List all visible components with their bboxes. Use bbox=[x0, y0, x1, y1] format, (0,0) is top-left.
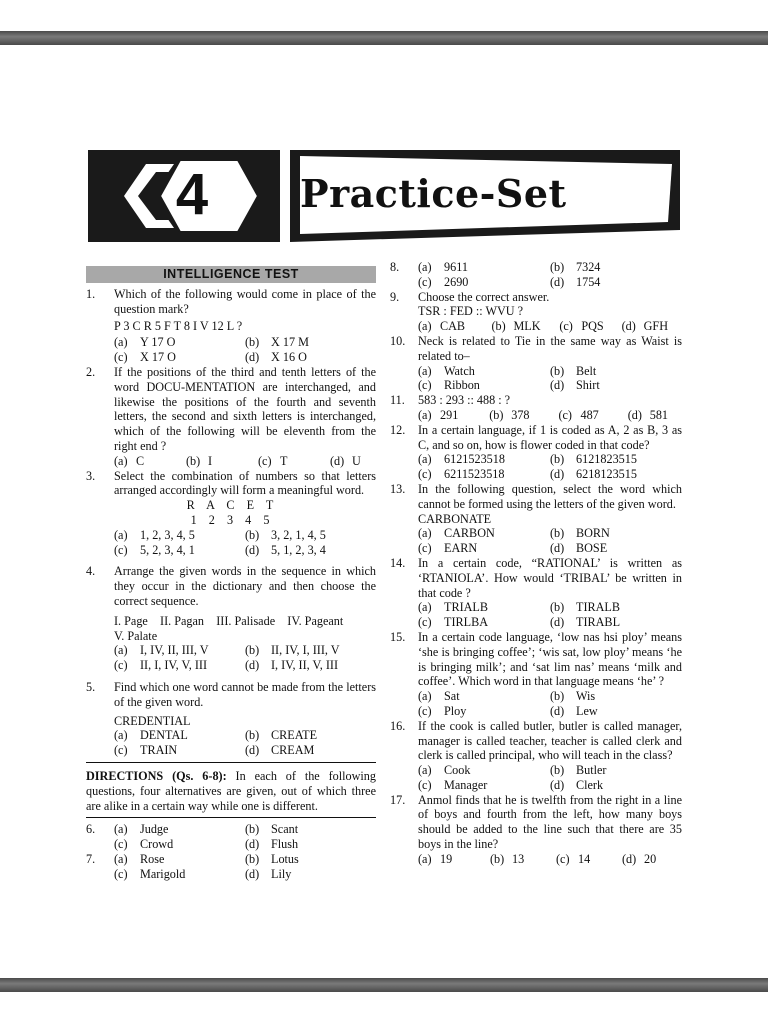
directions-label: DIRECTIONS (Qs. 6-8): bbox=[86, 768, 227, 783]
question-12 bbox=[390, 423, 682, 453]
option-row: (c) TRAIN (d) CREAM bbox=[114, 743, 315, 758]
option-row: (c) 5, 2, 3, 4, 1 (d) 5, 1, 2, 3, 4 bbox=[114, 542, 326, 557]
option-a: DENTAL bbox=[140, 728, 188, 743]
question-text: Which of the following would come in place of the question mark? bbox=[114, 287, 376, 316]
question-number: 13. bbox=[390, 481, 406, 496]
question-number: 10. bbox=[390, 333, 406, 348]
option-row: (c) II, I, IV, V, III (d) I, IV, II, V, III bbox=[114, 658, 339, 673]
right-column bbox=[390, 260, 682, 867]
word-list-continued: V. Palate bbox=[114, 628, 158, 643]
option-a: Rose bbox=[140, 851, 165, 866]
option-row: (c) 2690 (d) 1754 bbox=[418, 274, 601, 289]
question-3 bbox=[86, 469, 376, 499]
question-text: In the following question, select the word which cannot be formed using the letters of the given word. bbox=[418, 481, 682, 511]
option-row: (a) 1, 2, 3, 4, 5 (b) 3, 2, 1, 4, 5 bbox=[114, 527, 326, 542]
option-c: 6211523518 bbox=[444, 467, 505, 482]
question-number: 11. bbox=[390, 393, 405, 408]
option-a: 1, 2, 3, 4, 5 bbox=[140, 527, 195, 542]
option-row: (a) Cook (b) Butler bbox=[418, 763, 607, 778]
question-number: 1. bbox=[86, 287, 96, 301]
question-6: 6. (a) Judge (b) Scant bbox=[86, 822, 299, 837]
section-heading: INTELLIGENCE TEST bbox=[86, 266, 376, 283]
question-text: Choose the correct answer. bbox=[418, 289, 550, 304]
question-text: In a certain code, “RATIONAL’ is written as ‘RTANIOLA’. How would ‘TRIBAL’ be written in that code ? bbox=[418, 555, 682, 600]
option-d: TIRABL bbox=[576, 615, 621, 630]
option-b: TIRALB bbox=[576, 600, 621, 615]
option-c: Manager bbox=[444, 777, 488, 792]
option-row: (a) 6121523518 (b) 6121823515 bbox=[418, 452, 637, 467]
option-b: Scant bbox=[271, 822, 299, 837]
question-text: Find which one word cannot be made from the letters of the given word. bbox=[114, 679, 376, 709]
divider bbox=[86, 817, 376, 818]
option-b: 7324 bbox=[576, 260, 601, 274]
word-list: I. Page II. Pagan III. Palisade IV. Pageant bbox=[114, 613, 344, 628]
option-c: 2690 bbox=[444, 274, 469, 289]
option-c: TIRLBA bbox=[444, 615, 489, 630]
question-number: 8. bbox=[390, 260, 400, 274]
option-b: Lotus bbox=[271, 851, 299, 866]
option-d: 1754 bbox=[576, 274, 601, 289]
option-c: Marigold bbox=[140, 866, 186, 881]
question-number: 17. bbox=[390, 792, 406, 807]
option-b: MLK bbox=[513, 319, 541, 334]
divider bbox=[86, 762, 376, 763]
numbers-row: 1 2 3 4 5 bbox=[190, 512, 272, 527]
option-d: I, IV, II, V, III bbox=[271, 658, 339, 673]
option-b: CREATE bbox=[271, 728, 318, 743]
question-number: 9. bbox=[390, 289, 400, 304]
option-row: (a) C (b) I (c) T (d) U bbox=[114, 453, 361, 468]
option-d: Flush bbox=[271, 837, 299, 852]
option-a: C bbox=[136, 453, 145, 468]
option-c: TRAIN bbox=[140, 743, 178, 758]
option-b: Wis bbox=[576, 689, 596, 704]
option-a: 291 bbox=[440, 407, 459, 422]
option-b: 3, 2, 1, 4, 5 bbox=[271, 527, 326, 542]
top-border-bar bbox=[0, 31, 768, 45]
question-11 bbox=[390, 393, 682, 408]
option-c: 5, 2, 3, 4, 1 bbox=[140, 542, 195, 557]
option-c: Ploy bbox=[444, 703, 467, 718]
chapter-number: 4 bbox=[175, 162, 209, 227]
option-b: Butler bbox=[576, 763, 607, 778]
option-d: 581 bbox=[649, 407, 668, 422]
directions-text: DIRECTIONS (Qs. 6-8): In each of the following questions, four alternatives are given, out of which three are alike in a certain way while one is different. bbox=[86, 768, 376, 813]
option-b: X 17 M bbox=[271, 335, 309, 350]
option-b: 6121823515 bbox=[576, 452, 637, 467]
option-row: (a) Sat (b) Wis bbox=[418, 689, 596, 704]
question-8: 8. (a) 9611 (b) 7324 bbox=[390, 260, 601, 274]
letters-row: R A C E T bbox=[186, 498, 276, 513]
question-16 bbox=[390, 719, 682, 763]
option-b: Belt bbox=[576, 363, 597, 378]
question-text: Select the combination of numbers so that letters arranged accordingly will form a meaningful word. bbox=[114, 468, 376, 498]
option-a: CAB bbox=[440, 319, 466, 334]
option-c: 14 bbox=[578, 851, 591, 866]
option-row: (a) CARBON (b) BORN bbox=[418, 526, 610, 541]
option-c: X 17 O bbox=[140, 350, 176, 365]
question-number: 2. bbox=[86, 364, 96, 379]
option-a: Watch bbox=[444, 363, 475, 378]
option-row: (c) Ribbon (d) Shirt bbox=[418, 378, 600, 393]
option-a: CARBON bbox=[444, 526, 495, 541]
option-d: X 16 O bbox=[271, 350, 307, 365]
option-row: (a) 19 (b) 13 (c) 14 (d) 20 bbox=[418, 851, 657, 866]
option-row: (c) Marigold (d) Lily bbox=[114, 866, 292, 881]
given-word: CARBONATE bbox=[418, 511, 492, 526]
option-row: (c) 6211523518 (d) 6218123515 bbox=[418, 467, 637, 482]
option-c: 487 bbox=[580, 407, 599, 422]
option-a: I, IV, II, III, V bbox=[140, 643, 209, 658]
option-b: 378 bbox=[511, 407, 530, 422]
option-row: (c) EARN (d) BOSE bbox=[418, 541, 608, 556]
option-row: (a) 291 (b) 378 (c) 487 (d) 581 bbox=[418, 407, 668, 422]
option-row: (c) Ploy (d) Lew bbox=[418, 703, 598, 718]
option-d: 20 bbox=[644, 851, 657, 866]
question-number: 6. bbox=[86, 822, 96, 837]
option-row: (a) Watch (b) Belt bbox=[418, 363, 597, 378]
option-d: CREAM bbox=[271, 743, 315, 758]
option-d: GFH bbox=[643, 319, 668, 334]
option-a: 19 bbox=[440, 851, 453, 866]
option-row: (c) Manager (d) Clerk bbox=[418, 777, 604, 792]
option-b: BORN bbox=[576, 526, 610, 541]
option-c: T bbox=[280, 453, 288, 468]
option-row: (a) TRIALB (b) TIRALB bbox=[418, 600, 621, 615]
question-text: Anmol finds that he is twelfth from the right in a line of boys and fourth from the left, how many boys should be added to the line such that there are 35 boys in the line? bbox=[418, 792, 682, 852]
option-d: BOSE bbox=[576, 541, 608, 556]
option-d: Lily bbox=[271, 866, 292, 881]
option-a: TRIALB bbox=[444, 600, 489, 615]
option-row: (c) Crowd (d) Flush bbox=[114, 837, 299, 852]
question-number: 7. bbox=[86, 851, 96, 866]
option-d: 5, 1, 2, 3, 4 bbox=[271, 542, 326, 557]
option-a: Y 17 O bbox=[140, 335, 176, 350]
question-2 bbox=[86, 365, 376, 454]
option-b: II, IV, I, III, V bbox=[271, 643, 340, 658]
question-number: 15. bbox=[390, 629, 406, 644]
question-number: 12. bbox=[390, 422, 406, 437]
option-b: 13 bbox=[512, 851, 525, 866]
option-a: Sat bbox=[444, 689, 460, 704]
question-number: 4. bbox=[86, 564, 96, 579]
bottom-border-bar bbox=[0, 978, 768, 992]
question-text: In a certain language, if 1 is coded as A, 2 as B, 3 as C, and so on, how is flower coded in that code? bbox=[418, 422, 682, 452]
question-9 bbox=[390, 290, 682, 305]
option-a: 6121523518 bbox=[444, 452, 505, 467]
option-d: U bbox=[352, 453, 361, 468]
option-row: (a) I, IV, II, III, V (b) II, IV, I, III, V bbox=[114, 643, 340, 658]
option-d: 6218123515 bbox=[576, 467, 637, 482]
question-17 bbox=[390, 793, 682, 852]
question-14 bbox=[390, 556, 682, 600]
option-row: (c) TIRLBA (d) TIRABL bbox=[418, 615, 621, 630]
option-row: (a) DENTAL (b) CREATE bbox=[114, 728, 318, 743]
option-d: Clerk bbox=[576, 777, 604, 792]
question-15 bbox=[390, 630, 682, 689]
option-a: Judge bbox=[140, 822, 169, 837]
option-row: (c) X 17 O (d) X 16 O bbox=[114, 350, 307, 365]
question-number: 3. bbox=[86, 468, 96, 483]
question-7: 7. (a) Rose (b) Lotus bbox=[86, 851, 299, 866]
option-b: I bbox=[208, 453, 213, 468]
given-word: CREDENTIAL bbox=[114, 713, 191, 728]
question-number: 16. bbox=[390, 718, 406, 733]
analogy-expression: TSR : FED :: WVU ? bbox=[418, 304, 524, 319]
option-row: (a) Y 17 O (b) X 17 M bbox=[114, 335, 309, 350]
question-10 bbox=[390, 334, 682, 364]
option-row: (a) CAB (b) MLK (c) PQS (d) GFH bbox=[418, 319, 668, 334]
page-title: Practice-Set bbox=[300, 171, 567, 216]
option-d: Lew bbox=[576, 703, 598, 718]
question-4 bbox=[86, 564, 376, 608]
option-c: Ribbon bbox=[444, 378, 480, 393]
question-1 bbox=[86, 287, 376, 317]
option-c: II, I, IV, V, III bbox=[140, 658, 208, 673]
question-text: 583 : 293 :: 488 : ? bbox=[418, 393, 511, 408]
question-number: 14. bbox=[390, 555, 406, 570]
question-13 bbox=[390, 482, 682, 512]
question-number: 5. bbox=[86, 679, 96, 694]
option-a: 9611 bbox=[444, 260, 468, 274]
option-c: EARN bbox=[444, 541, 478, 556]
option-c: PQS bbox=[581, 319, 604, 334]
letter-series: P 3 C R 5 F T 8 I V 12 L ? bbox=[114, 318, 243, 333]
option-d: Shirt bbox=[576, 378, 600, 393]
question-5 bbox=[86, 680, 376, 710]
question-text: If the positions of the third and tenth letters of the word DOCU-MENTATION are interchanged, and likewise the positions of the fourth and seventh letters, the second and sixth letters is interchanged, which of the following will be eleventh from the right end ? bbox=[114, 364, 376, 453]
question-text: If the cook is called butler, butler is called manager, manager is called teacher, teacher is called clerk and clerk is called principal, who will teach in the class? bbox=[418, 718, 682, 763]
question-text: In a certain code language, ‘low nas hsi ploy’ means ‘she is bringing coffee’; ‘wis sat, low ploy’ means ‘he is bringing milk’; and ‘sat lim nas’ means ‘milk and coffee’. Which word in that language means ‘he’ ? bbox=[418, 629, 682, 689]
option-c: Crowd bbox=[140, 837, 174, 852]
left-column bbox=[86, 266, 376, 881]
option-a: Cook bbox=[444, 763, 471, 778]
question-text: Arrange the given words in the sequence in which they occur in the dictionary and then choose the correct sequence. bbox=[114, 564, 376, 608]
question-text: Neck is related to Tie in the same way as Waist is related to– bbox=[418, 333, 682, 363]
